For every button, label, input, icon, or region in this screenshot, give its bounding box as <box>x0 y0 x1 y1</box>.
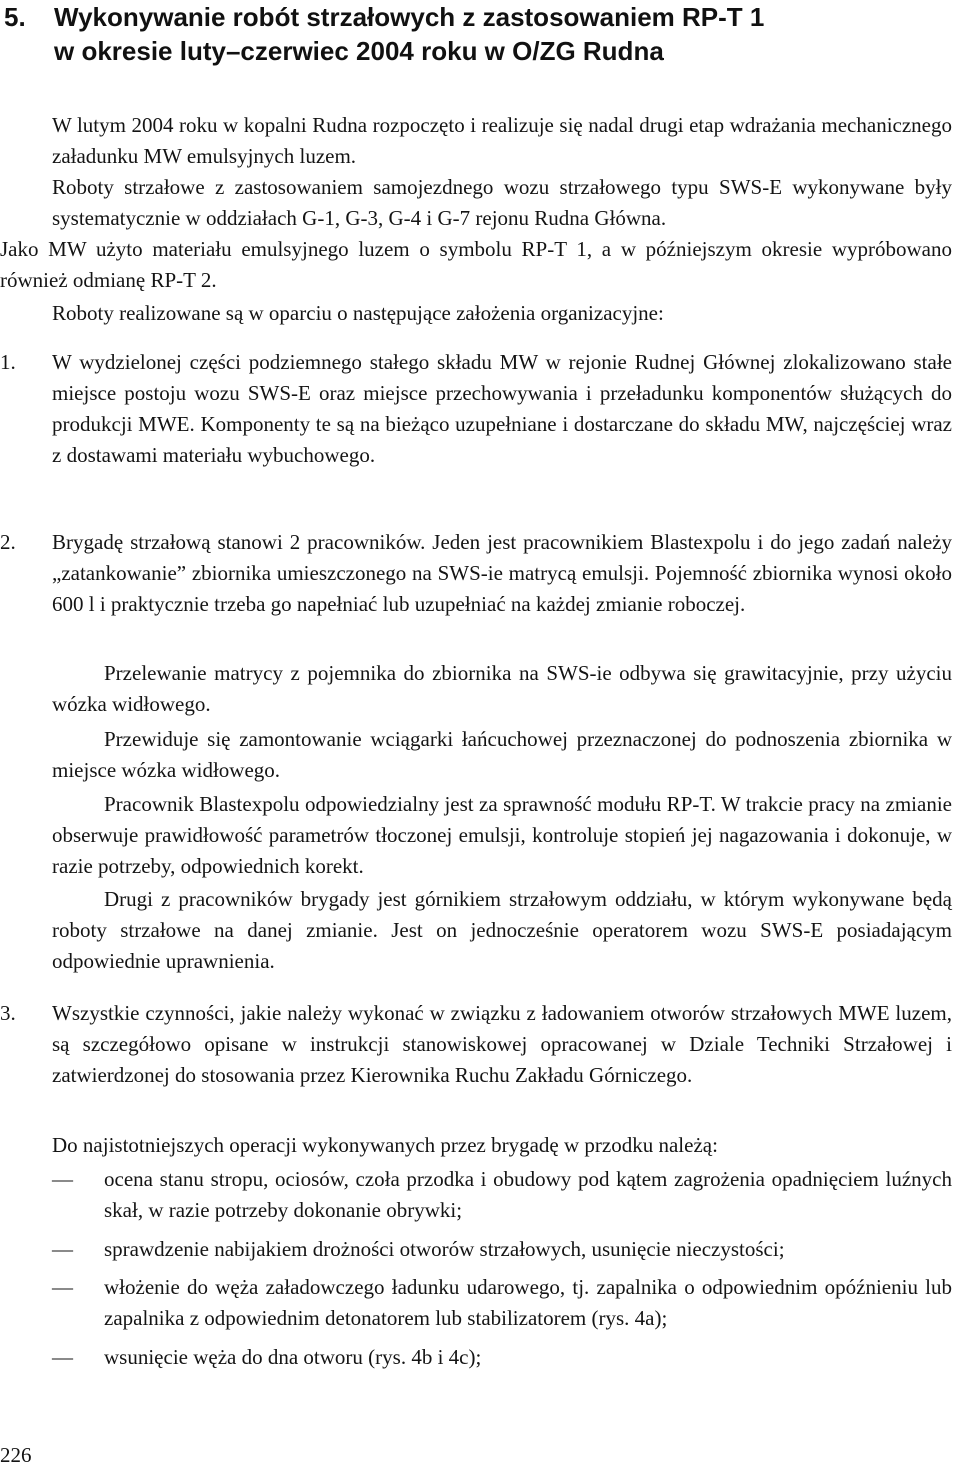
list-dash: — <box>52 1167 73 1191</box>
list-item-3: włożenie do węża załadowczego ładunku udarowego, tj. zapalnika o odpowiednim opóźnieniu lub zapalnika z odpowiednim detonatorem lub stabilizatorem (rys. 4a); <box>104 1275 952 1330</box>
list-dash: — <box>52 1345 73 1369</box>
item-2-paragraph-4: Pracownik Blastexpolu odpowiedzialny jest za sprawność modułu RP-T. W trakcie pracy na zmianie obserwuje prawidłowość parametrów tłoczonej emulsji, kontroluje stopień jej nagazowania i dokonuje, w razie potrzeby, odpowiednich korekt. <box>52 792 952 878</box>
item-2-paragraph-5: Drugi z pracowników brygady jest górnikiem strzałowym oddziału, w którym wykonywane będą roboty strzałowe na danej zmianie. Jest on jednocześnie operatorem wozu SWS-E posiadającym odpowiednie uprawnienia. <box>52 887 952 973</box>
intro-paragraph-4: Roboty realizowane są w oparciu o następujące założenia organizacyjne: <box>52 301 664 325</box>
item-3-list-intro: Do najistotniejszych operacji wykonywanych przez brygadę w przodku należą: <box>52 1133 718 1157</box>
item-2-paragraph-3: Przewiduje się zamontowanie wciągarki łańcuchowej przeznaczonej do podnoszenia zbiornika w miejsce wózka widłowego. <box>52 727 952 782</box>
page-number: 226 <box>0 1443 32 1467</box>
item-2-paragraph-1: Brygadę strzałową stanowi 2 pracowników. Jeden jest pracownikiem Blastexpolu i do jego zadań należy „zatankowanie” zbiornika umieszczonego na SWS-ie matrycą emulsji. Pojemność zbiornika wynosi około 600 l i praktycznie trzeba go napełniać lub uzupełniać na każdej zmianie roboczej. <box>52 530 952 616</box>
intro-paragraph-2: Roboty strzałowe z zastosowaniem samojezdnego wozu strzałowego typu SWS-E wykonywane były systematycznie w oddziałach G-1, G-3, G-4 i G-7 rejonu Rudna Główna. <box>52 175 952 230</box>
item-1-number: 1. <box>0 350 16 374</box>
section-title-line-1: Wykonywanie robót strzałowych z zastosowaniem RP-T 1 <box>54 2 765 32</box>
intro-paragraph-1: W lutym 2004 roku w kopalni Rudna rozpoczęto i realizuje się nadal drugi etap wdrażania mechanicznego załadunku MW emulsyjnych luzem. <box>52 113 952 168</box>
list-item-1: ocena stanu stropu, ociosów, czoła przodka i obudowy pod kątem zagrożenia opadnięciem luźnych skał, w razie potrzeby dokonanie obrywki; <box>104 1167 952 1222</box>
section-number: 5. <box>4 2 26 32</box>
item-3-number: 3. <box>0 1001 16 1025</box>
item-2-paragraph-2: Przelewanie matrycy z pojemnika do zbiornika na SWS-ie odbywa się grawitacyjnie, przy użyciu wózka widłowego. <box>52 661 952 716</box>
item-2-number: 2. <box>0 530 16 554</box>
intro-paragraph-3: Jako MW użyto materiału emulsyjnego luzem o symbolu RP-T 1, a w późniejszym okresie wypróbowano również odmianę RP-T 2. <box>0 237 952 292</box>
list-item-2: sprawdzenie nabijakiem drożności otworów strzałowych, usunięcie nieczystości; <box>104 1237 785 1261</box>
list-dash: — <box>52 1275 73 1299</box>
item-1-text: W wydzielonej części podziemnego stałego składu MW w rejonie Rudnej Głównej zlokalizowano stałe miejsce postoju wozu SWS-E oraz miejsce przechowywania i przeładunku komponentów służących do produkcji MWE. Komponenty te są na bieżąco uzupełniane i dostarczane do składu MW, najczęściej wraz z dostawami materiału wybuchowego. <box>52 350 952 467</box>
list-item-4: wsunięcie węża do dna otworu (rys. 4b i 4c); <box>104 1345 482 1369</box>
section-title-line-2: w okresie luty–czerwiec 2004 roku w O/ZG Rudna <box>54 36 664 66</box>
item-3-text: Wszystkie czynności, jakie należy wykonać w związku z ładowaniem otworów strzałowych MWE luzem, są szczegółowo opisane w instrukcji stanowiskowej opracowanej w Dziale Techniki Strzałowej i zatwierdzonej do stosowania przez Kierownika Ruchu Zakładu Górniczego. <box>52 1001 952 1087</box>
list-dash: — <box>52 1237 73 1261</box>
